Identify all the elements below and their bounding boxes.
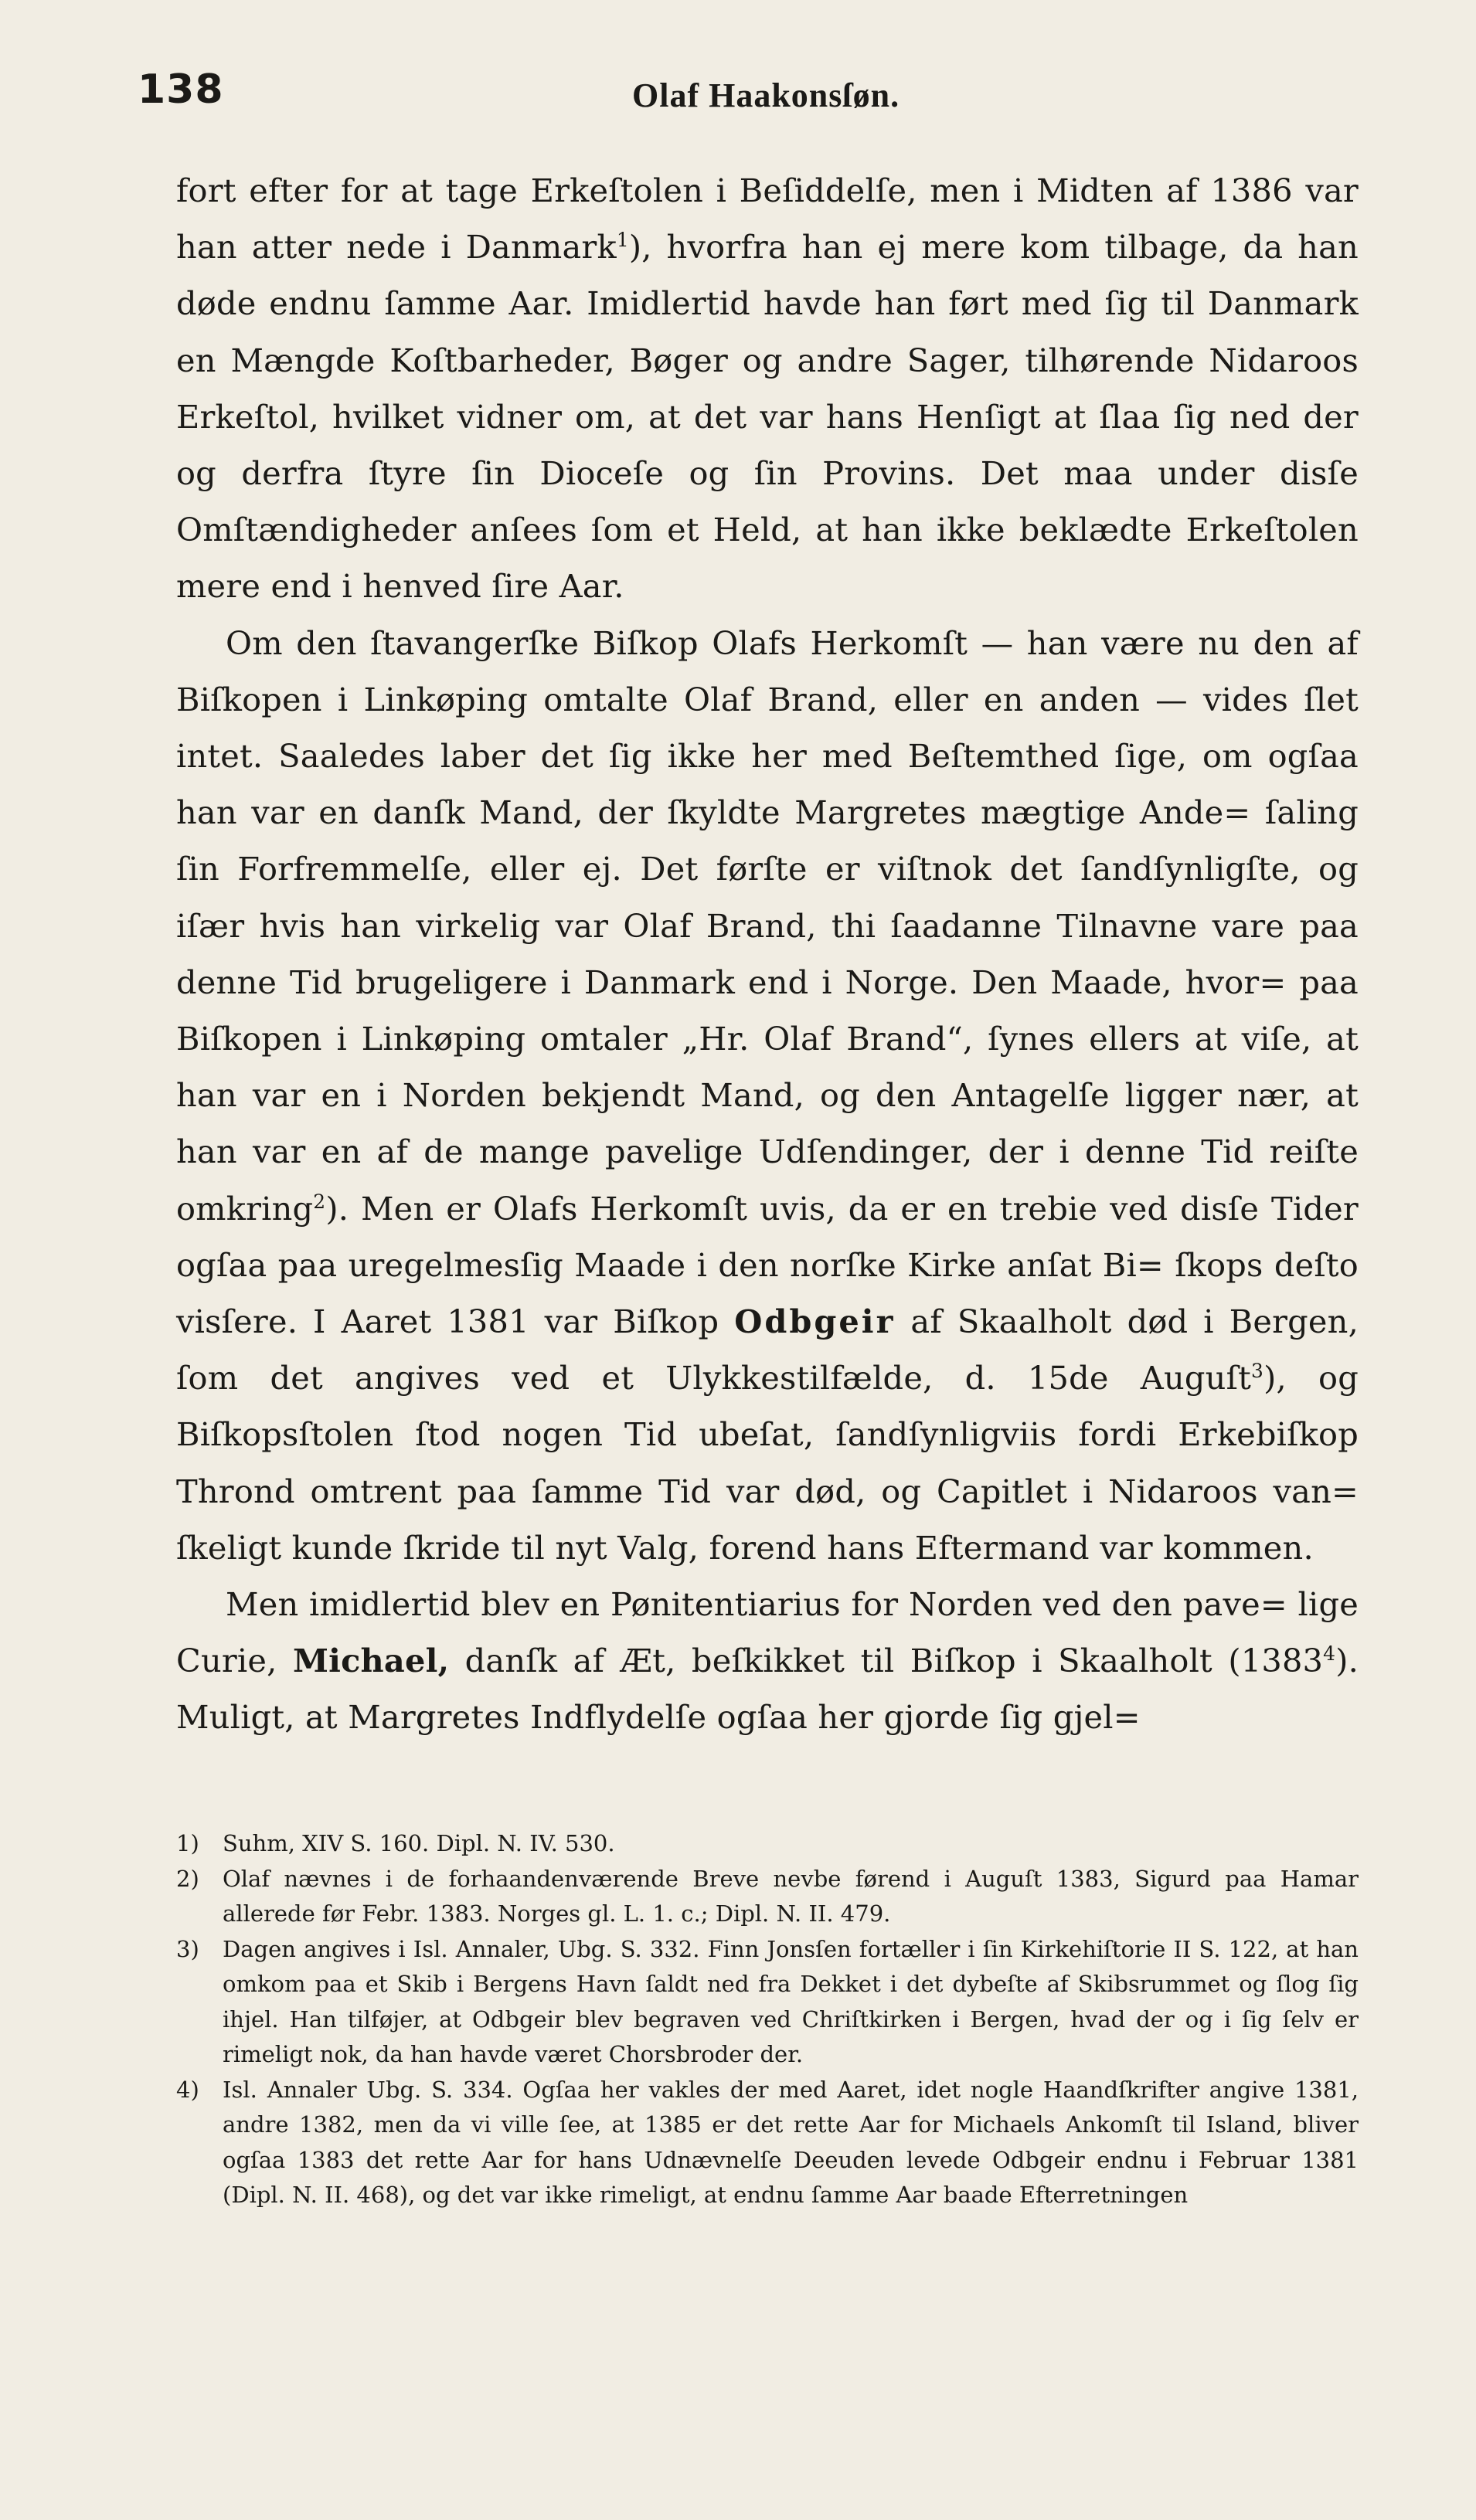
footnote-text: Olaf nævnes i de forhaandenværende Breve nevbe førend i Auguſt 1383, Sigurd paa Hamar allerede før Febr. 1383. Norges gl. L. 1. c.; Dipl. N. II. 479. [223,1865,1359,1927]
footnote-mark: 3) [176,1935,199,1962]
footnote-ref-4: 4 [1323,1642,1336,1666]
text-line: Om den ſtavangerſke Biſkop Olafs Herkomſt — han være nu [226,623,1240,662]
text-line: mere end i henved ſire Aar. [176,567,624,606]
page-header [138,66,1359,136]
text-line: Men imidlertid blev en Pønitentiarius for Norden ved den pave= [226,1585,1287,1624]
text-line: om ogſaa han var en danſk Mand, der ſkyldte Margretes mægtige Ande= [176,737,1359,832]
text-line: af Skaalholt [895,1302,1112,1341]
text-line: disſe Tider ogſaa paa uregelmesſig Maade i den norſke Kirke anſat Bi= [176,1189,1359,1284]
running-head: Olaf Haakonsſøn. [632,76,900,114]
text-line: paa denne Tid brugeligere i Danmark end i Norge. Den Maade, hvor= [176,906,1359,1001]
page-number: 138 [138,66,224,113]
footnote-text: Dagen angives i Isl. Annaler, Ubg. S. 332. Finn Jonsſen fortæller i ſin Kirkehiſtorie II S. 122, at han omkom paa et Skib i Bergens Havn ſaldt ned fra Dekket i det dybeſte af Skibsrummet og ſlog ſig ihjel. Han tilføjer, at Odbgeir blev begraven ved Chriſtkirken i Bergen, hvad der og i ſig ſelv er rimeligt nok, da han havde været Chorsbroder der. [223,1935,1359,2067]
footnote-ref-1: 1 [616,229,629,252]
text-line: ned der og derfra ſtyre ſin Dioceſe og ſin Provins. Det maa under [176,397,1359,493]
text-line: Nidaroos Erkeſtol, hvilket vidner om, at det var hans Henſigt at ſlaa ſig [176,341,1359,436]
text-line: nær, at han var en af de mange pavelige Udſendinger, der i denne Tid [176,1076,1359,1171]
text-line: ſkops deſto visſere. I Aaret 1381 var Biſkop [176,1245,1359,1341]
footnote-mark: 2) [176,1865,199,1892]
main-text [176,162,1359,1746]
paragraph-2 [176,615,1359,1576]
footnotes [176,1826,1359,2213]
text-line: ), [1263,1359,1287,1398]
text-line: død i Bergen, ſom det angives ved et Ulykkestilfælde, d. 15de Auguſt [176,1302,1359,1398]
paragraph-3 [176,1576,1359,1746]
name-michael: Michael, [292,1642,450,1680]
text-line: Danmark en Mængde Koſtbarheder, Bøger og andre Sager, tilhørende [176,284,1359,379]
footnote-text: Suhm, XIV S. 160. Dipl. N. IV. 530. [223,1830,615,1856]
text-line: disſe Omſtændigheder anſees ſom et Held, at han ikke beklædte Erkeſtolen [176,454,1359,549]
footnote-mark: 1) [176,1830,199,1856]
footnote-3 [176,1932,1359,2073]
text-line: vides ſlet intet. Saaledes laber det ſig ikke her med Beſtemthed ſige, [176,680,1359,776]
footnote-text: Isl. Annaler Ubg. S. 334. Ogſaa her vakles der med Aaret, idet nogle Haandſkrifter angive 1381, andre 1382, men da vi ville ſee, at 1385 er det rette Aar for Michaels Ankomſt til Island, bliver ogſaa 1383 det rette Aar for hans Udnævnelſe Deeuden levede Odbgeir endnu i Februar 1381 (Dipl. N. II. 468), og det var ikke rimeligt, at endnu ſamme Aar baade Efterretningen [223,2076,1359,2208]
name-odbgeir: Odbgeir [734,1302,896,1341]
text-line: og iſær hvis han virkelig var Olaf Brand, thi ſaadanne Tilnavne vare [176,850,1359,945]
footnote-4 [176,2073,1359,2213]
text-line: han døde endnu ſamme Aar. Imidlertid havde han ført med ſig til [176,228,1359,323]
footnote-ref-3: 3 [1251,1360,1264,1383]
text-line: Thrond omtrent paa ſamme Tid var død, og Capitlet i Nidaroos van= [176,1472,1359,1510]
footnote-mark: 4) [176,2076,199,2103]
footnote-ref-2: 2 [313,1190,326,1213]
text-line: ſkeligt kunde ſkride til nyt Valg, forend hans Eftermand var kommen. [176,1528,1314,1567]
text-line: ſaling ſin Forfremmelſe, eller ej. Det førſte er viſtnok det ſandſynligſte, [176,793,1359,888]
footnote-2 [176,1862,1359,1932]
text-line: reiſte omkring [176,1133,1359,1228]
text-line: og Biſkopsſtolen ſtod nogen Tid ubeſat, ſandſynligviis fordi Erkebiſkop [176,1359,1359,1454]
text-line: den af Biſkopen i Linkøping omtalte Olaf Brand, eller en anden — [176,623,1359,718]
text-line: paa Biſkopen i Linkøping omtaler „Hr. Olaf Brand“, ſynes ellers at [176,963,1359,1058]
paragraph-1 [176,162,1359,615]
footnote-1 [176,1826,1359,1862]
text-line: ), hvorfra han ej mere kom tilbage, da [628,228,1284,267]
text-line: danſk af Æt, beſkikket til Biſkop i Skaalholt [449,1642,1212,1680]
text-line: ). Men er Olafs Herkomſt uvis, da er en trebie ved [325,1189,1168,1228]
text-line: var han atter nede i Danmark [176,172,1359,267]
text-line: (1383 [1228,1642,1324,1680]
text-line: fort efter for at tage Erkeſtolen i Beſiddelſe, men i Midten af 1386 [176,172,1293,209]
text-line: viſe, at han var en i Norden bekjendt Mand, og den Antagelſe ligger [176,1020,1359,1115]
text-line: lige Curie, [176,1585,1359,1680]
text-line: ). Muligt, at Margretes Indflydelſe ogſaa her gjorde ſig gjel= [176,1642,1359,1737]
